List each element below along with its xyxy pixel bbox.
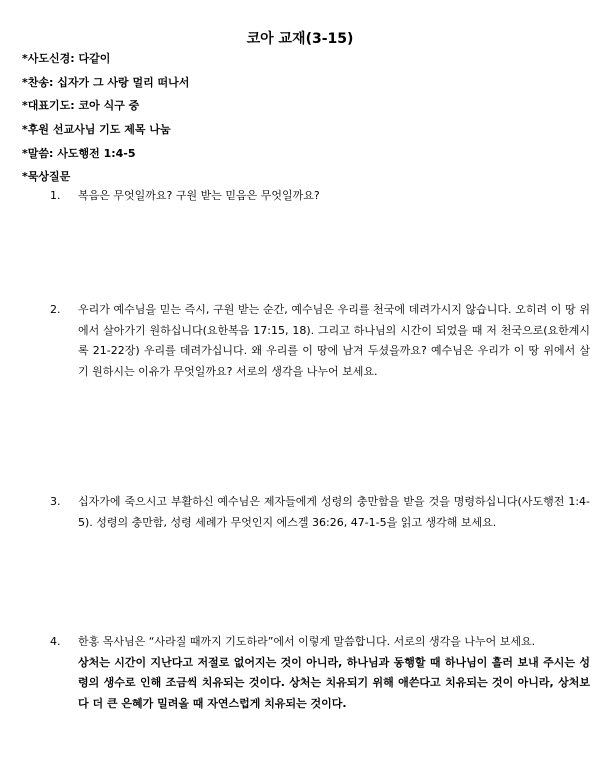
question-item — [50, 632, 590, 714]
quoted-passage: 상처는 시간이 지난다고 저절로 없어지는 것이 아니라, 하나님과 동행할 때 하나님이 흘러 보내 주시는 성령의 생수로 인해 조금씩 치유되는 것이다. 상처는 치유되기 위해 애쓴다고 치유되는 것이 아니라, 상처보다 더 큰 은혜가 밀려올 때 자연스럽게 치유되는 것이다. — [78, 655, 590, 710]
question-number: 1. — [50, 189, 61, 202]
service-item-missionary-prayer: *후원 선교사님 기도 제목 나눔 — [22, 123, 171, 137]
service-item-scripture: *말씀: 사도행전 1:4-5 — [22, 146, 136, 160]
question-number: 4. — [50, 635, 61, 648]
question-text: 우리가 예수님을 믿는 즉시, 구원 받는 순간, 예수님은 우리를 천국에 데려가시지 않습니다. 오히려 이 땅 위에서 살아가기 원하십니다(요한복음 17:15, 18). 그리고 하나님의 시간이 되었을 때 저 천국으로(요한계시록 21-22장) 우리를 데려가십니다. 왜 우리를 이 땅에 남겨 두셨을까요? 예수님은 우리가 이 땅 위에서 살기 원하시는 이유가 무엇일까요? 서로의 생각을 나누어 보세요. — [78, 303, 590, 378]
document-title: 코아 교재(3-15) — [246, 31, 354, 47]
question-number: 3. — [50, 495, 61, 508]
service-item-hymn: *찬송: 십자가 그 사랑 멀리 떠나서 — [22, 75, 190, 89]
service-order-list — [22, 52, 582, 194]
question-item — [50, 492, 590, 533]
question-text: 십자가에 죽으시고 부활하신 예수님은 제자들에게 성령의 충만함을 받을 것을 명령하십니다(사도행전 1:4-5). 성령의 충만함, 성령 세례가 무엇인지 에스겔 36:26, 47-1-5을 읽고 생각해 보세요. — [78, 495, 590, 529]
service-item-creed: *사도신경: 다같이 — [22, 52, 111, 65]
question-item — [50, 300, 590, 382]
question-item — [50, 186, 590, 207]
question-text: 한홍 목사님은 “사라질 때까지 기도하라”에서 이렇게 말씀합니다. 서로의 생각을 나누어 보세요. — [78, 635, 536, 648]
question-text: 복음은 무엇일까요? 구원 받는 믿음은 무엇일까요? — [78, 189, 320, 202]
service-item-meditation-questions: *묵상질문 — [22, 170, 71, 184]
question-number: 2. — [50, 303, 61, 316]
service-item-prayer: *대표기도: 코아 식구 중 — [22, 99, 140, 113]
